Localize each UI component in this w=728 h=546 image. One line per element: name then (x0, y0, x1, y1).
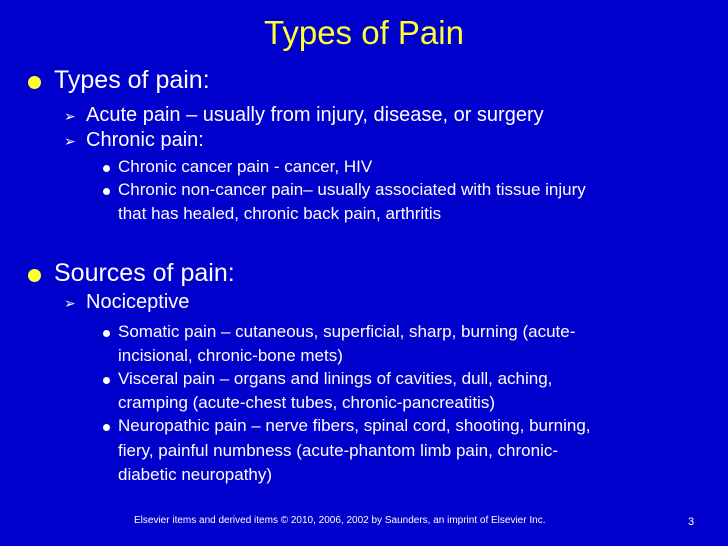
footer-copyright: Elsevier items and derived items © 2010, 2006, 2002 by Saunders, an imprint of Elsevier Inc. (134, 515, 546, 526)
sub-item-somatic-cont: incisional, chronic-bone mets) (118, 346, 343, 365)
sub-item-chronic-cancer: Chronic cancer pain - cancer, HIV (118, 157, 373, 176)
sub-item-chronic-noncancer: Chronic non-cancer pain– usually associated with tissue injury (118, 180, 586, 199)
dot-bullet-icon (103, 377, 110, 384)
arrow-bullet-icon: ➢ (64, 295, 76, 311)
dot-bullet-icon (103, 165, 110, 172)
list-item-nociceptive: Nociceptive (86, 291, 190, 313)
section-heading-types: Types of pain: (54, 66, 210, 94)
sub-item-somatic: Somatic pain – cutaneous, superficial, sharp, burning (acute- (118, 322, 576, 341)
page-number: 3 (688, 516, 695, 528)
bullet-dot-icon (28, 76, 41, 89)
sub-item-neuropathic-cont1: fiery, painful numbness (acute-phantom limb pain, chronic- (118, 441, 559, 460)
arrow-bullet-icon: ➢ (64, 133, 76, 149)
section-heading-sources: Sources of pain: (54, 259, 235, 287)
list-item-acute: Acute pain – usually from injury, disease, or surgery (86, 104, 544, 126)
slide-title: Types of Pain (264, 14, 464, 51)
dot-bullet-icon (103, 424, 110, 431)
dot-bullet-icon (103, 330, 110, 337)
list-item-chronic: Chronic pain: (86, 129, 204, 151)
sub-item-chronic-noncancer-cont: that has healed, chronic back pain, arthritis (118, 204, 442, 223)
sub-item-neuropathic: Neuropathic pain – nerve fibers, spinal cord, shooting, burning, (118, 416, 591, 435)
arrow-bullet-icon: ➢ (64, 108, 76, 124)
sub-item-visceral-cont: cramping (acute-chest tubes, chronic-pancreatitis) (118, 393, 495, 412)
dot-bullet-icon (103, 188, 110, 195)
sub-item-neuropathic-cont2: diabetic neuropathy) (118, 465, 273, 484)
bullet-dot-icon (28, 269, 41, 282)
sub-item-visceral: Visceral pain – organs and linings of cavities, dull, aching, (118, 369, 553, 388)
